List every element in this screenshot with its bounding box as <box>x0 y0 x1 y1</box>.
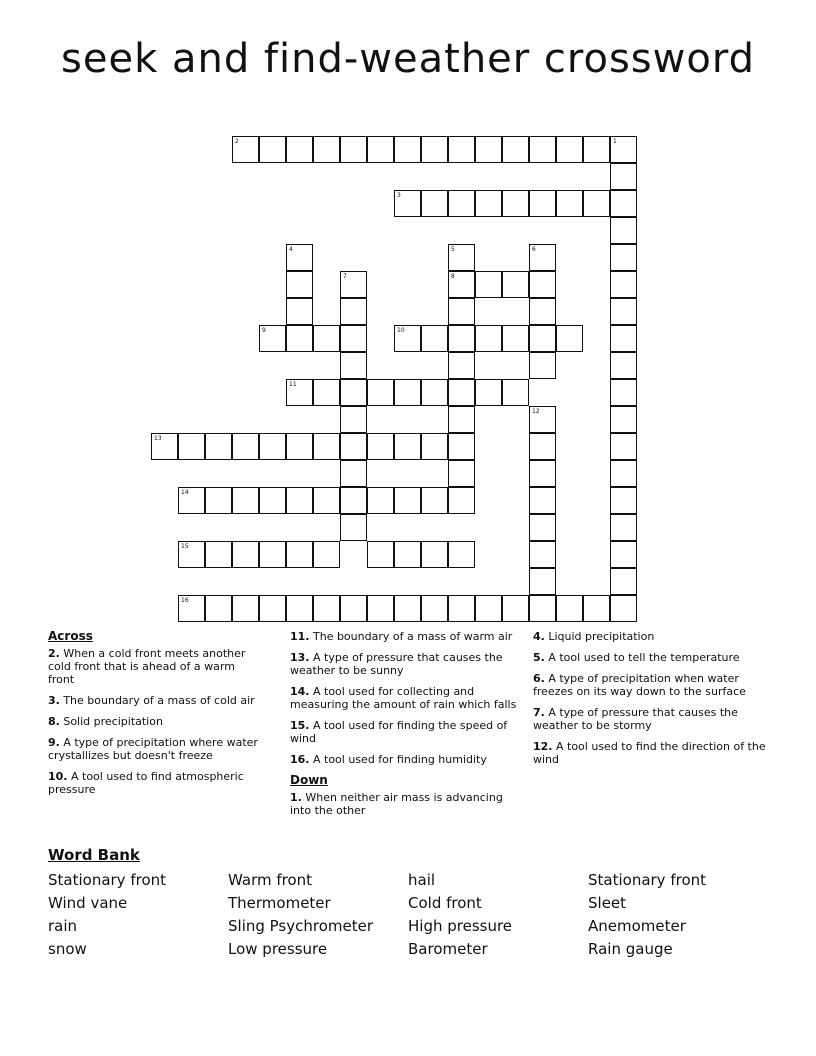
clue-text: A type of precipitation when water freezes on its way down to the surface <box>533 672 746 698</box>
clue-number: 3. <box>48 694 60 707</box>
clue-number: 6 <box>532 246 536 253</box>
grid-cell[interactable] <box>394 541 421 568</box>
grid-cell[interactable] <box>313 595 340 622</box>
word-bank-column <box>588 869 763 961</box>
grid-cell[interactable] <box>232 433 259 460</box>
word-bank-item: Warm front <box>228 871 313 889</box>
clue-number: 8 <box>451 273 455 280</box>
grid-cell[interactable] <box>340 514 367 541</box>
grid-cell[interactable] <box>448 136 475 163</box>
grid-cell[interactable] <box>421 136 448 163</box>
grid-cell[interactable] <box>394 595 421 622</box>
clue-text: A tool used for collecting and measuring the amount of rain which falls <box>290 685 517 711</box>
grid-cell[interactable] <box>286 487 313 514</box>
grid-cell[interactable] <box>367 487 394 514</box>
grid-cell[interactable] <box>421 325 448 352</box>
grid-cell[interactable] <box>529 406 556 433</box>
grid-cell[interactable] <box>448 379 475 406</box>
clue-number: 16. <box>290 753 310 766</box>
clue-item <box>533 672 771 698</box>
grid-cell[interactable] <box>313 136 340 163</box>
clue-number: 4. <box>533 630 545 643</box>
clue-item <box>48 770 263 796</box>
grid-cell[interactable] <box>340 460 367 487</box>
word-bank-item: Thermometer <box>228 894 331 912</box>
word-bank-item: snow <box>48 940 87 958</box>
grid-cell[interactable] <box>502 271 529 298</box>
grid-cell[interactable] <box>286 433 313 460</box>
word-bank-item: Cold front <box>408 894 482 912</box>
grid-cell[interactable] <box>178 487 205 514</box>
clue-number: 5 <box>451 246 455 253</box>
clue-number: 13 <box>154 435 162 442</box>
clue-number: 7. <box>533 706 545 719</box>
clue-text: A type of pressure that causes the weather to be sunny <box>290 651 503 677</box>
grid-cell[interactable] <box>610 460 637 487</box>
grid-cell[interactable] <box>475 379 502 406</box>
clue-number: 13. <box>290 651 310 664</box>
clue-number: 2. <box>48 647 60 660</box>
grid-cell[interactable] <box>259 541 286 568</box>
down-clue-list <box>290 791 525 817</box>
clue-text: A type of precipitation where water crystallizes but doesn't freeze <box>48 736 258 762</box>
clue-number: 2 <box>235 138 239 145</box>
grid-cell[interactable] <box>421 541 448 568</box>
clue-number: 12. <box>533 740 553 753</box>
grid-cell[interactable] <box>313 325 340 352</box>
word-bank-item: hail <box>408 871 436 889</box>
grid-cell[interactable] <box>583 595 610 622</box>
clue-text: Solid precipitation <box>59 715 163 728</box>
grid-cell[interactable] <box>205 487 232 514</box>
grid-cell[interactable] <box>313 433 340 460</box>
clue-number: 11. <box>290 630 310 643</box>
grid-cell[interactable] <box>610 163 637 190</box>
word-bank-heading: Word Bank <box>48 846 140 864</box>
grid-cell[interactable] <box>610 217 637 244</box>
grid-cell[interactable] <box>529 541 556 568</box>
grid-cell[interactable] <box>502 379 529 406</box>
grid-cell[interactable] <box>286 541 313 568</box>
grid-cell[interactable] <box>529 325 556 352</box>
grid-cell[interactable] <box>340 433 367 460</box>
clue-number: 10. <box>48 770 68 783</box>
grid-cell[interactable] <box>556 595 583 622</box>
clue-item <box>48 694 263 707</box>
grid-cell[interactable] <box>178 433 205 460</box>
grid-cell[interactable] <box>448 460 475 487</box>
grid-cell[interactable] <box>394 433 421 460</box>
word-bank-item: Sleet <box>588 894 627 912</box>
grid-cell[interactable] <box>448 244 475 271</box>
grid-cell[interactable] <box>610 406 637 433</box>
grid-cell[interactable] <box>529 190 556 217</box>
grid-cell[interactable] <box>529 595 556 622</box>
grid-cell[interactable] <box>448 298 475 325</box>
grid-cell[interactable] <box>259 325 286 352</box>
grid-cell[interactable] <box>556 325 583 352</box>
grid-cell[interactable] <box>367 433 394 460</box>
grid-cell[interactable] <box>448 541 475 568</box>
word-bank-item: Wind vane <box>48 894 128 912</box>
grid-cell[interactable] <box>232 541 259 568</box>
clue-item <box>48 715 263 728</box>
clue-item <box>290 685 525 711</box>
grid-cell[interactable] <box>259 433 286 460</box>
grid-cell[interactable] <box>610 271 637 298</box>
clue-number: 10 <box>397 327 405 334</box>
grid-cell[interactable] <box>448 271 475 298</box>
word-bank-item: High pressure <box>408 917 513 935</box>
grid-cell[interactable] <box>340 325 367 352</box>
grid-cell[interactable] <box>286 244 313 271</box>
clue-item <box>290 753 525 766</box>
grid-cell[interactable] <box>313 379 340 406</box>
grid-cell[interactable] <box>502 190 529 217</box>
grid-cell[interactable] <box>286 379 313 406</box>
grid-cell[interactable] <box>610 190 637 217</box>
down-clue-list <box>533 630 771 766</box>
grid-cell[interactable] <box>502 136 529 163</box>
grid-cell[interactable] <box>475 595 502 622</box>
grid-cell[interactable] <box>475 325 502 352</box>
grid-cell[interactable] <box>529 433 556 460</box>
grid-cell[interactable] <box>367 379 394 406</box>
grid-cell[interactable] <box>340 271 367 298</box>
clue-number: 15 <box>181 543 189 550</box>
clues-column-2 <box>290 630 525 825</box>
clue-number: 11 <box>289 381 297 388</box>
grid-cell[interactable] <box>394 379 421 406</box>
across-clue-list <box>48 647 263 796</box>
word-bank-item: Barometer <box>408 940 488 958</box>
grid-cell[interactable] <box>529 514 556 541</box>
clue-item <box>48 736 263 762</box>
grid-cell[interactable] <box>610 433 637 460</box>
clue-text: A tool used for finding the speed of wind <box>290 719 508 745</box>
grid-cell[interactable] <box>448 595 475 622</box>
grid-cell[interactable] <box>610 568 637 595</box>
grid-cell[interactable] <box>394 136 421 163</box>
grid-cell[interactable] <box>556 190 583 217</box>
grid-cell[interactable] <box>610 595 637 622</box>
grid-cell[interactable] <box>205 433 232 460</box>
clue-number: 14. <box>290 685 310 698</box>
grid-cell[interactable] <box>286 298 313 325</box>
grid-cell[interactable] <box>475 136 502 163</box>
clue-item <box>290 651 525 677</box>
word-bank-item: Low pressure <box>228 940 328 958</box>
clue-text: Liquid precipitation <box>544 630 655 643</box>
clue-number: 12 <box>532 408 540 415</box>
grid-cell[interactable] <box>286 136 313 163</box>
across-heading: Across <box>48 629 93 643</box>
grid-cell[interactable] <box>610 325 637 352</box>
grid-cell[interactable] <box>448 433 475 460</box>
clue-item <box>533 740 771 766</box>
clue-number: 3 <box>397 192 401 199</box>
down-heading: Down <box>290 773 328 787</box>
across-clue-list <box>290 630 525 766</box>
grid-cell[interactable] <box>367 541 394 568</box>
grid-cell[interactable] <box>259 595 286 622</box>
word-bank-column <box>48 869 223 961</box>
word-bank-item: Anemometer <box>588 917 686 935</box>
clue-number: 7 <box>343 273 347 280</box>
grid-cell[interactable] <box>529 487 556 514</box>
clue-text: The boundary of a mass of warm air <box>309 630 513 643</box>
clue-number: 8. <box>48 715 60 728</box>
clue-number: 14 <box>181 489 189 496</box>
grid-cell[interactable] <box>448 406 475 433</box>
clue-item <box>533 651 771 664</box>
word-bank-item: Stationary front <box>588 871 707 889</box>
grid-cell[interactable] <box>448 487 475 514</box>
grid-cell[interactable] <box>583 136 610 163</box>
grid-cell[interactable] <box>529 568 556 595</box>
grid-cell[interactable] <box>205 541 232 568</box>
clue-text: A type of pressure that causes the weather to be stormy <box>533 706 738 732</box>
grid-cell[interactable] <box>556 136 583 163</box>
clue-number: 1 <box>613 138 617 145</box>
clue-number: 6. <box>533 672 545 685</box>
clue-text: When a cold front meets another cold front that is ahead of a warm front <box>48 647 246 686</box>
grid-cell[interactable] <box>367 595 394 622</box>
word-bank-column <box>228 869 403 961</box>
clue-item <box>290 630 525 643</box>
clue-text: A tool used for finding humidity <box>309 753 487 766</box>
grid-cell[interactable] <box>151 433 178 460</box>
grid-cell[interactable] <box>286 595 313 622</box>
grid-cell[interactable] <box>340 595 367 622</box>
grid-cell[interactable] <box>340 487 367 514</box>
grid-cell[interactable] <box>286 325 313 352</box>
grid-cell[interactable] <box>502 325 529 352</box>
grid-cell[interactable] <box>448 325 475 352</box>
word-bank-item: Rain gauge <box>588 940 673 958</box>
clue-text: A tool used to find atmospheric pressure <box>48 770 244 796</box>
clue-number: 1. <box>290 791 302 804</box>
grid-cell[interactable] <box>610 298 637 325</box>
grid-cell[interactable] <box>529 136 556 163</box>
grid-cell[interactable] <box>313 487 340 514</box>
grid-cell[interactable] <box>340 298 367 325</box>
clue-number: 15. <box>290 719 310 732</box>
word-bank-item: Stationary front <box>48 871 167 889</box>
grid-cell[interactable] <box>232 595 259 622</box>
grid-cell[interactable] <box>340 406 367 433</box>
grid-cell[interactable] <box>475 271 502 298</box>
clue-text: The boundary of a mass of cold air <box>59 694 255 707</box>
grid-cell[interactable] <box>394 487 421 514</box>
grid-cell[interactable] <box>394 325 421 352</box>
clue-number: 9 <box>262 327 266 334</box>
grid-cell[interactable] <box>313 541 340 568</box>
grid-cell[interactable] <box>421 595 448 622</box>
clue-item <box>290 719 525 745</box>
clue-text: When neither air mass is advancing into the other <box>290 791 503 817</box>
clue-item <box>290 791 525 817</box>
grid-cell[interactable] <box>529 298 556 325</box>
grid-cell[interactable] <box>421 487 448 514</box>
word-bank-item: rain <box>48 917 78 935</box>
grid-cell[interactable] <box>610 352 637 379</box>
grid-cell[interactable] <box>610 244 637 271</box>
grid-cell[interactable] <box>421 379 448 406</box>
grid-cell[interactable] <box>259 136 286 163</box>
grid-cell[interactable] <box>610 379 637 406</box>
clues-column-3 <box>533 630 771 774</box>
grid-cell[interactable] <box>529 460 556 487</box>
grid-cell[interactable] <box>610 487 637 514</box>
grid-cell[interactable] <box>448 352 475 379</box>
grid-cell[interactable] <box>340 352 367 379</box>
grid-cell[interactable] <box>205 595 232 622</box>
grid-cell[interactable] <box>583 190 610 217</box>
clue-number: 16 <box>181 597 189 604</box>
grid-cell[interactable] <box>286 271 313 298</box>
grid-cell[interactable] <box>421 433 448 460</box>
grid-cell[interactable] <box>529 244 556 271</box>
grid-cell[interactable] <box>394 190 421 217</box>
page-title: seek and find-weather crossword <box>61 36 755 82</box>
clue-number: 9. <box>48 736 60 749</box>
clue-item <box>533 706 771 732</box>
grid-cell[interactable] <box>178 595 205 622</box>
clue-number: 4 <box>289 246 293 253</box>
grid-cell[interactable] <box>232 487 259 514</box>
clue-item <box>533 630 771 643</box>
word-bank-column <box>408 869 583 961</box>
grid-cell[interactable] <box>340 379 367 406</box>
grid-cell[interactable] <box>502 595 529 622</box>
grid-cell[interactable] <box>178 541 205 568</box>
word-bank-item: Sling Psychrometer <box>228 917 374 935</box>
grid-cell[interactable] <box>610 541 637 568</box>
clues-column-1 <box>48 630 263 804</box>
grid-cell[interactable] <box>610 136 637 163</box>
grid-cell[interactable] <box>421 190 448 217</box>
clue-item <box>48 647 263 686</box>
clue-number: 5. <box>533 651 545 664</box>
clue-text: A tool used to tell the temperature <box>544 651 740 664</box>
grid-cell[interactable] <box>259 487 286 514</box>
clue-text: A tool used to find the direction of the wind <box>533 740 766 766</box>
grid-cell[interactable] <box>367 136 394 163</box>
grid-cell[interactable] <box>475 190 502 217</box>
grid-cell[interactable] <box>448 190 475 217</box>
grid-cell[interactable] <box>232 136 259 163</box>
grid-cell[interactable] <box>340 136 367 163</box>
grid-cell[interactable] <box>529 271 556 298</box>
grid-cell[interactable] <box>610 514 637 541</box>
grid-cell[interactable] <box>529 352 556 379</box>
